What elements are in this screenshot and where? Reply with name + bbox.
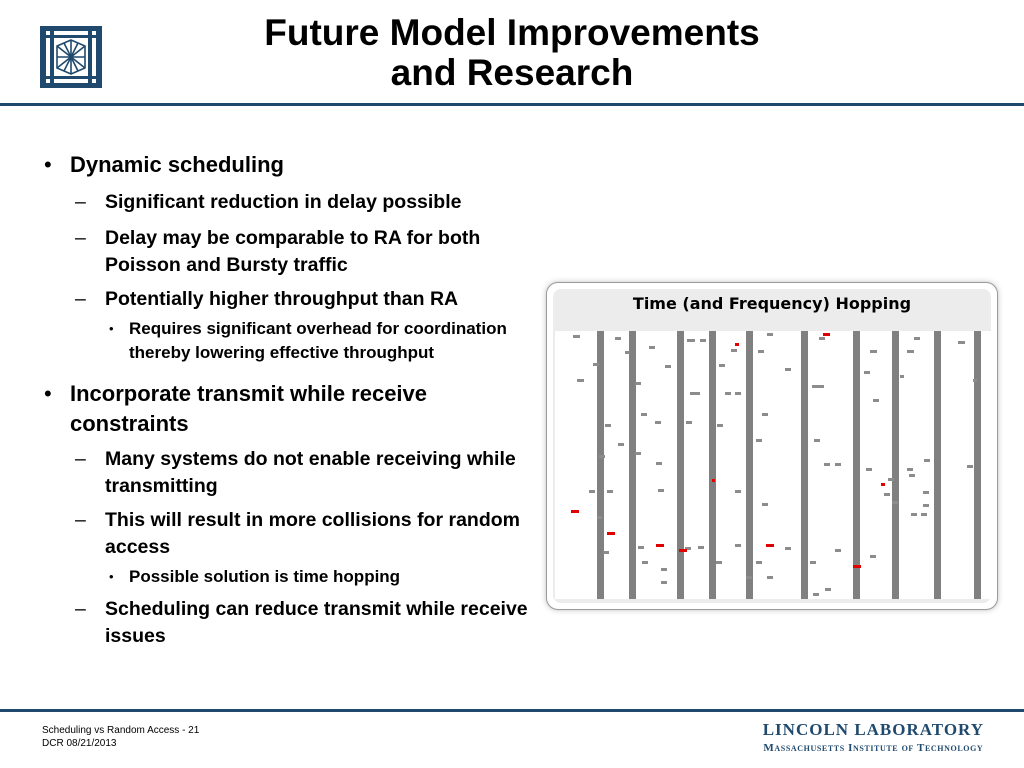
transmission-dash bbox=[615, 337, 621, 340]
transmission-dash bbox=[635, 452, 641, 455]
transmission-dash bbox=[607, 490, 613, 493]
transmission-dash bbox=[873, 399, 879, 402]
channel-bar bbox=[934, 331, 941, 599]
slide-reference: Scheduling vs Random Access - 21 bbox=[42, 725, 200, 736]
transmission-dash bbox=[686, 421, 692, 424]
sub-bullet-delay-reduction: – Significant reduction in delay possible bbox=[42, 189, 542, 216]
title-line-1: Future Model Improvements bbox=[264, 12, 760, 53]
sub-sub-bullet-overhead: • Requires significant overhead for coordination thereby lowering effective throughput bbox=[42, 317, 542, 365]
transmission-dash bbox=[661, 568, 667, 571]
sub-bullet-delay-comparable: – Delay may be comparable to RA for both Poisson and Bursty traffic bbox=[42, 225, 542, 279]
transmission-dash bbox=[884, 493, 890, 496]
transmission-dash bbox=[814, 439, 820, 442]
transmission-dash bbox=[597, 516, 602, 519]
transmission-dash bbox=[907, 468, 913, 471]
transmission-dash bbox=[603, 551, 609, 554]
collision-dash bbox=[881, 483, 885, 486]
collision-dash bbox=[607, 532, 615, 535]
channel-bar bbox=[709, 331, 716, 599]
transmission-dash bbox=[924, 459, 930, 462]
transmission-dash bbox=[892, 501, 898, 504]
channel-bar bbox=[629, 331, 636, 599]
collision-dash bbox=[853, 565, 861, 568]
transmission-dash bbox=[907, 350, 914, 353]
transmission-dash bbox=[661, 581, 667, 584]
sub-bullet-scheduling-reduces: – Scheduling can reduce transmit while receive issues bbox=[42, 596, 542, 650]
lab-name: LINCOLN LABORATORY bbox=[762, 720, 984, 739]
transmission-dash bbox=[756, 439, 762, 442]
transmission-dash bbox=[835, 549, 841, 552]
transmission-dash bbox=[717, 424, 723, 427]
collision-dash bbox=[735, 343, 739, 346]
author-date: DCR 08/21/2013 bbox=[42, 738, 117, 749]
transmission-dash bbox=[810, 561, 816, 564]
sub-sub-bullet-time-hopping: • Possible solution is time hopping bbox=[42, 565, 542, 589]
transmission-dash bbox=[638, 546, 644, 549]
transmission-dash bbox=[909, 474, 915, 477]
transmission-dash bbox=[716, 561, 722, 564]
transmission-dash bbox=[756, 561, 762, 564]
sub-bullet-more-collisions: – This will result in more collisions for random access bbox=[42, 507, 542, 561]
lab-wordmark bbox=[763, 721, 984, 755]
lincoln-lab-logo-icon bbox=[40, 26, 102, 88]
collision-dash bbox=[571, 510, 579, 513]
transmission-dash bbox=[605, 424, 611, 427]
transmission-dash bbox=[635, 382, 641, 385]
transmission-dash bbox=[593, 363, 599, 366]
transmission-dash bbox=[785, 368, 791, 371]
transmission-dash bbox=[973, 379, 977, 382]
transmission-dash bbox=[923, 504, 929, 507]
collision-dash bbox=[712, 479, 715, 482]
transmission-dash bbox=[914, 337, 920, 340]
transmission-dash bbox=[762, 413, 768, 416]
transmission-dash bbox=[785, 547, 791, 550]
transmission-dash bbox=[824, 463, 830, 466]
transmission-dash bbox=[687, 339, 695, 342]
header-divider bbox=[0, 103, 1024, 106]
transmission-dash bbox=[573, 335, 580, 338]
transmission-dash bbox=[923, 491, 929, 494]
transmission-dash bbox=[870, 555, 876, 558]
transmission-dash bbox=[758, 350, 764, 353]
bullet-dynamic-scheduling: • Dynamic scheduling bbox=[42, 150, 542, 180]
footer-info bbox=[42, 724, 199, 750]
transmission-dash bbox=[690, 392, 700, 395]
transmission-dash bbox=[655, 421, 661, 424]
page-title bbox=[200, 13, 824, 93]
channel-bar bbox=[853, 331, 860, 599]
bullet-list bbox=[42, 150, 542, 650]
transmission-dash bbox=[911, 513, 917, 516]
channel-bar bbox=[597, 331, 604, 599]
collision-dash bbox=[823, 333, 830, 336]
transmission-dash bbox=[625, 351, 630, 354]
footer-divider bbox=[0, 709, 1024, 712]
transmission-dash bbox=[835, 463, 841, 466]
channel-bar bbox=[974, 331, 981, 599]
institute-name: Massachusetts Institute of Technology bbox=[763, 742, 984, 754]
transmission-dash bbox=[731, 349, 737, 352]
transmission-dash bbox=[870, 350, 877, 353]
time-hopping-figure bbox=[546, 282, 998, 610]
transmission-dash bbox=[665, 365, 671, 368]
transmission-dash bbox=[825, 588, 831, 591]
channel-bar bbox=[892, 331, 899, 599]
transmission-dash bbox=[864, 371, 870, 374]
collision-dash bbox=[656, 544, 664, 547]
transmission-dash bbox=[812, 385, 824, 388]
transmission-dash bbox=[813, 593, 819, 596]
bullet-transmit-receive: • Incorporate transmit while receive constraints bbox=[42, 379, 542, 439]
transmission-dash bbox=[958, 341, 965, 344]
transmission-dash bbox=[577, 379, 584, 382]
transmission-dash bbox=[599, 455, 605, 458]
transmission-dash bbox=[735, 490, 741, 493]
time-hopping-diagram bbox=[555, 331, 991, 599]
transmission-dash bbox=[746, 576, 752, 579]
transmission-dash bbox=[658, 489, 664, 492]
transmission-dash bbox=[866, 468, 872, 471]
transmission-dash bbox=[700, 339, 706, 342]
transmission-dash bbox=[921, 513, 927, 516]
transmission-dash bbox=[767, 576, 773, 579]
channel-bar bbox=[746, 331, 753, 599]
transmission-dash bbox=[819, 337, 825, 340]
transmission-dash bbox=[656, 462, 662, 465]
channel-bar bbox=[801, 331, 808, 599]
transmission-dash bbox=[725, 392, 731, 395]
sub-bullet-higher-throughput: – Potentially higher throughput than RA bbox=[42, 286, 542, 313]
transmission-dash bbox=[900, 375, 904, 378]
collision-dash bbox=[679, 549, 687, 552]
title-line-2: and Research bbox=[390, 52, 634, 93]
transmission-dash bbox=[735, 392, 741, 395]
transmission-dash bbox=[767, 333, 773, 336]
transmission-dash bbox=[698, 546, 704, 549]
figure-title: Time (and Frequency) Hopping bbox=[632, 294, 912, 313]
transmission-dash bbox=[589, 490, 595, 493]
transmission-dash bbox=[888, 478, 894, 481]
collision-dash bbox=[766, 544, 774, 547]
transmission-dash bbox=[735, 544, 741, 547]
transmission-dash bbox=[641, 413, 647, 416]
transmission-dash bbox=[762, 503, 768, 506]
transmission-dash bbox=[649, 346, 655, 349]
channel-bar bbox=[677, 331, 684, 599]
transmission-dash bbox=[618, 443, 624, 446]
transmission-dash bbox=[642, 561, 648, 564]
transmission-dash bbox=[719, 364, 725, 367]
sub-bullet-receiving-while-transmitting: – Many systems do not enable receiving while transmitting bbox=[42, 446, 542, 500]
transmission-dash bbox=[967, 465, 973, 468]
